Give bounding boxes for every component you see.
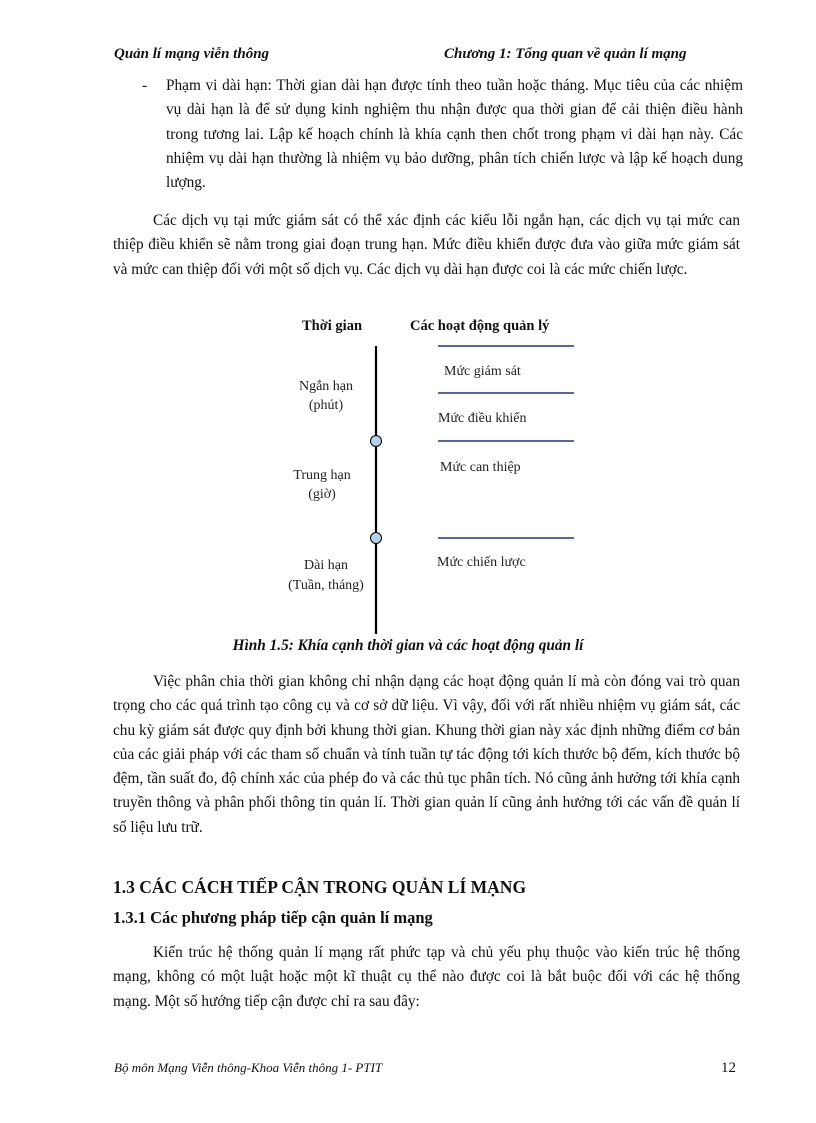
- paragraph-approaches: Kiến trúc hệ thống quản lí mạng rất phức tạp và chủ yếu phụ thuộc vào kiến trúc hệ thống mạng, không có một luật hoặc một kĩ thuật cụ thể nào được coi là bắt buộc đối với các hệ thống mạng. Một số hướng tiếp cận được chỉ ra sau đây:: [113, 944, 740, 1010]
- label-short-unit: (phút): [308, 398, 344, 413]
- timeline-node-mid: [371, 436, 382, 447]
- bullet-item-long-term: [113, 74, 743, 195]
- timeline-node-long: [371, 533, 382, 544]
- bullet-dash: -: [142, 77, 148, 94]
- running-header-left: Quản lí mạng viễn thông: [114, 46, 270, 62]
- running-header-right: Chương 1: Tổng quan về quản lí mạng: [444, 46, 687, 62]
- label-long-unit: (Tuần, tháng): [288, 578, 364, 593]
- figure-diagram: [270, 312, 610, 637]
- label-long-term: Dài hạn: [304, 558, 348, 573]
- section-heading: 1.3 CÁC CÁCH TIẾP CẬN TRONG QUẢN LÍ MẠNG: [113, 877, 527, 897]
- level-strategy: Mức chiến lược: [437, 555, 526, 570]
- level-control: Mức điều khiển: [438, 411, 527, 426]
- figure-col-time: Thời gian: [302, 318, 363, 334]
- bullet-text: Phạm vi dài hạn: Thời gian dài hạn được tính theo tuần hoặc tháng. Mục tiêu của các nhiệm vụ dài hạn là để sử dụng kinh nghiệm thu nhận được qua thời gian để cải thiện điều hành trong tương lai. Lập kế hoạch chính là khía cạnh then chốt trong phạm vi dài hạn này. Các nhiệm vụ dài hạn thường là nhiệm vụ bảo dưỡng, phân tích chiến lược và lập kế hoạch dung lượng.: [166, 77, 743, 192]
- figure-caption: Hình 1.5: Khía cạnh thời gian và các hoạt động quản lí: [232, 637, 584, 654]
- figure-col-activities: Các hoạt động quản lý: [410, 318, 550, 334]
- page-number: 12: [721, 1060, 736, 1076]
- level-monitor: Mức giám sát: [444, 364, 521, 379]
- page-footer: Bộ môn Mạng Viễn thông-Khoa Viễn thông 1- PTIT: [114, 1060, 383, 1075]
- level-intervene: Mức can thiệp: [440, 460, 521, 475]
- label-mid-unit: (giờ): [308, 487, 336, 502]
- figure-time-activities: [270, 312, 610, 637]
- label-short-term: Ngắn hạn: [298, 379, 354, 394]
- subsection-heading: 1.3.1 Các phương pháp tiếp cận quản lí mạng: [113, 908, 433, 927]
- label-mid-term: Trung hạn: [293, 468, 351, 483]
- paragraph-monitoring-levels: Các dịch vụ tại mức giám sát có thể xác định các kiểu lỗi ngắn hạn, các dịch vụ tại mức can thiệp điều khiển sẽ nằm trong giai đoạn trung hạn. Mức điều khiển được đưa vào giữa mức giám sát và mức can thiệp đối với một số dịch vụ. Các dịch vụ dài hạn được coi là các mức chiến lược.: [113, 212, 740, 278]
- paragraph-time-division: Việc phân chia thời gian không chỉ nhận dạng các hoạt động quản lí mà còn đóng vai trò quan trọng cho các quá trình tạo công cụ và cơ sở dữ liệu. Vì vậy, đối với rất nhiều nhiệm vụ giám sát, các chu kỳ giám sát được quy định bởi khung thời gian. Khung thời gian này xác định những điểm cơ bản của các giải pháp với các tham số chuẩn và tính tuần tự tác động tới kích thước bộ đếm, kích thước bộ đệm, tần suất đo, độ chính xác của phép đo và các thủ tục phân tích. Nó cũng ảnh hưởng tới khía cạnh truyền thông và phân phối thông tin quản lí. Thời gian quản lí cũng ảnh hưởng tới các vấn đề quản lí số liệu lưu trữ.: [113, 673, 740, 836]
